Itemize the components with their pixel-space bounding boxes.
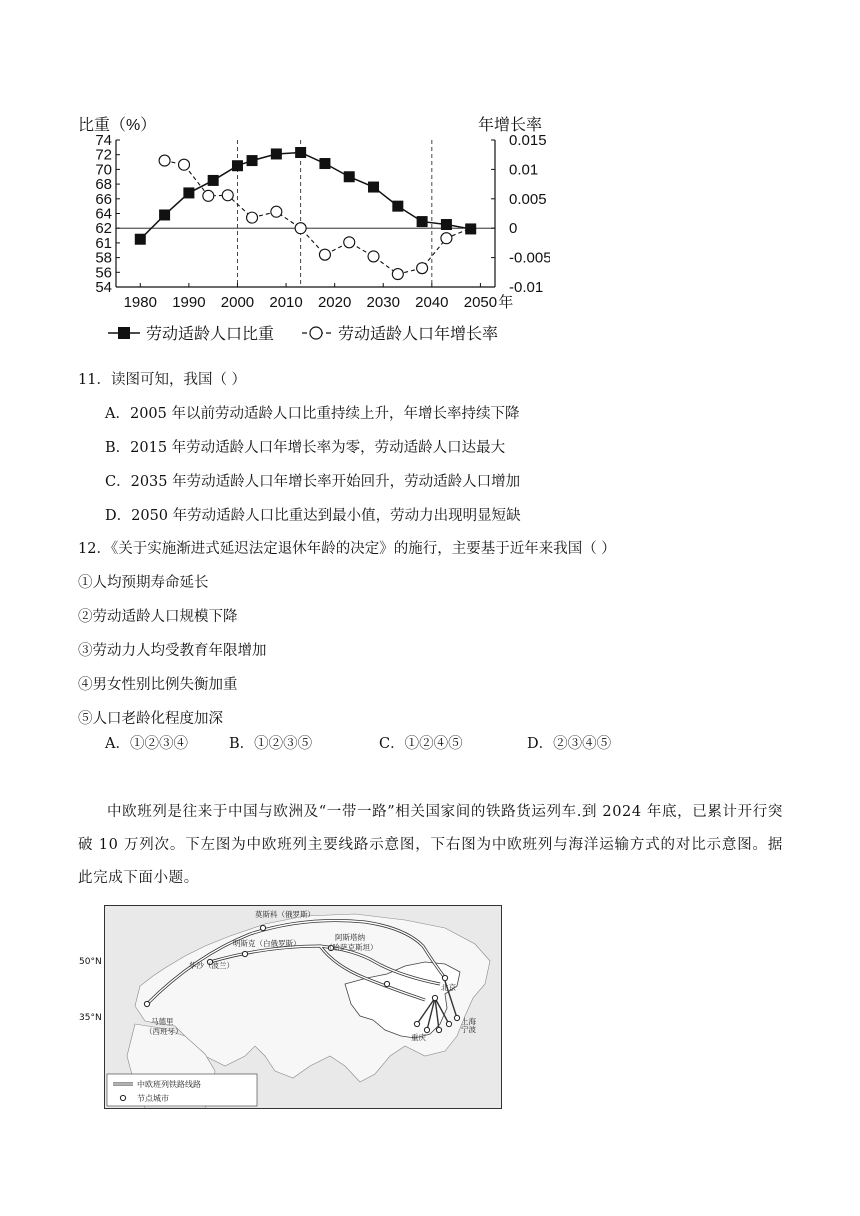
q11-option-a: A．2005 年以前劳动适龄人口比重持续上升，年增长率持续下降 [105,406,520,422]
legend-series-2: 劳动适龄人口年增长率 [338,326,499,343]
series-1-point [295,147,306,158]
series-1-point [392,201,403,212]
series-2-point [203,190,214,201]
legend-node-label: 节点城市 [137,1094,169,1103]
q12-item-2: ②劳动适龄人口规模下降 [78,609,238,625]
series-1-point [232,160,243,171]
series-2-point [417,263,428,274]
node-shanghai [454,1015,459,1020]
x-tick-label: 2000 [220,294,255,311]
y-right-tick-label: 0.015 [509,132,547,149]
x-axis-unit: 年 [498,294,514,311]
label-moscow: 莫斯科（俄罗斯） [255,910,315,919]
y-left-tick-label: 74 [95,132,112,149]
series-1-point [417,216,428,227]
series-1-point [344,171,355,182]
node-city-4 [446,1021,451,1026]
node-city-2 [424,1027,429,1032]
series-1-point [271,148,282,159]
series-2-point [441,233,452,244]
node-beijing [442,975,447,980]
x-tick-label: 1980 [123,294,157,311]
q11-stem: 11．读图可知，我国（ ） [78,372,247,388]
node-minsk [242,951,247,956]
series-2-point [179,159,190,170]
y-left-tick-label: 68 [95,176,112,194]
legend-square-marker [118,327,130,339]
y-left-tick-label: 70 [95,161,112,179]
x-tick-label: 2030 [366,294,400,311]
y-left-tick-label: 56 [95,264,112,282]
q11-option-b: B．2015 年劳动适龄人口年增长率为零，劳动适龄人口达最大 [105,440,506,456]
x-tick-label: 2010 [269,294,303,311]
q12-option-b: B．①②③⑤ [229,736,313,752]
label-beijing: 北京 [441,983,456,992]
series-2-point [295,223,306,234]
y-left-tick-label: 58 [95,249,112,267]
y-right-tick-label: -0.01 [509,279,544,296]
q12-item-4: ④男女性别比例失衡加重 [78,677,238,693]
series-2-point [159,155,170,166]
x-tick-label: 2020 [317,294,352,311]
series-1-point [441,219,452,230]
latitude-50n: 50°N [79,957,102,967]
q12-option-c: C．①②④⑤ [379,736,463,752]
q11-option-d: D．2050 年劳动适龄人口比重达到最小值，劳动力出现明显短缺 [105,508,521,524]
legend-series-1: 劳动适龄人口比重 [146,326,275,343]
y-left-tick-label: 61 [95,234,112,252]
latitude-35n: 35°N [79,1013,102,1023]
intro-text: 中欧班列是往来于中国与欧洲及“一带一路”相关国家间的铁路货运列车.到 2024 年底，已累计开行突破 10 万列次。下左图为中欧班列主要线路示意图，下右图为中欧班列与海洋运输方式的对比示意图。据此完成下面小题。 [78,804,783,886]
q12-item-1: ①人均预期寿命延长 [78,575,209,591]
labor-population-chart [70,110,550,350]
legend-node-marker [120,1095,125,1100]
label-chongqing: 重庆 [411,1033,426,1042]
label-madrid: 马德里 [151,1017,174,1026]
label-minsk: 明斯克（白俄罗斯） [233,939,301,948]
label-shanghai: 上海 [461,1017,476,1026]
x-tick-label: 2050 [463,294,498,311]
series-2-point [271,206,282,217]
y-left-label: 比重（%） [78,117,157,134]
node-madrid [144,1001,149,1006]
x-tick-label: 1990 [172,294,206,311]
y-right-tick-label: -0.005 [509,249,550,267]
series-1-point [319,158,330,169]
q12-option-d: D．②③④⑤ [527,736,612,752]
label-astana-country: （哈萨克斯坦） [325,943,378,952]
node-moscow [260,925,265,930]
label-astana: 阿斯塔纳 [335,933,365,942]
series-1-point [368,182,379,193]
map-legend-box [107,1074,257,1106]
series-1-point [183,187,194,198]
node-city-5 [384,981,389,986]
series-1-point [135,234,146,245]
legend-circle-marker [310,327,322,339]
series-2-point [344,237,355,248]
series-2-point [392,269,403,280]
q11-option-c: C．2035 年劳动适龄人口年增长率开始回升，劳动适龄人口增加 [105,474,521,490]
series-2-point [319,249,330,260]
node-chongqing [414,1021,419,1026]
series-1-point [247,155,258,166]
legend-rail-label: 中欧班列铁路线路 [137,1080,201,1089]
label-warsaw: 华沙（波兰） [189,961,234,970]
y-left-tick-label: 62 [95,220,112,238]
passage-intro [78,796,783,895]
series-2-point [368,251,379,262]
y-left-tick-label: 72 [95,146,112,164]
series-2-point [247,212,258,223]
q12-stem: 12．《关于实施渐进式延迟法定退休年龄的决定》的施行，主要基于近年来我国（ ） [78,541,616,557]
china-europe-railway-map [104,905,502,1109]
y-left-tick-label: 64 [95,205,112,223]
y-right-label: 年增长率 [478,117,543,134]
q12-item-3: ③劳动力人均受教育年限增加 [78,643,267,659]
y-right-tick-label: 0.005 [509,190,547,208]
x-tick-label: 2040 [415,294,449,311]
y-right-tick-label: 0 [509,220,518,238]
q12-item-5: ⑤人口老龄化程度加深 [78,711,223,727]
y-left-tick-label: 54 [95,279,112,296]
q12-option-a: A．①②③④ [105,736,188,752]
node-city-3 [436,1027,441,1032]
label-madrid-country: （西班牙） [145,1027,183,1036]
series-1-point [465,223,476,234]
series-1-point [208,175,219,186]
label-ningbo: 宁波 [461,1025,476,1034]
node-xian [432,995,437,1000]
y-left-tick-label: 66 [95,190,112,208]
series-2-point [222,190,233,201]
series-1-point [159,209,170,220]
y-right-tick-label: 0.01 [509,161,539,179]
